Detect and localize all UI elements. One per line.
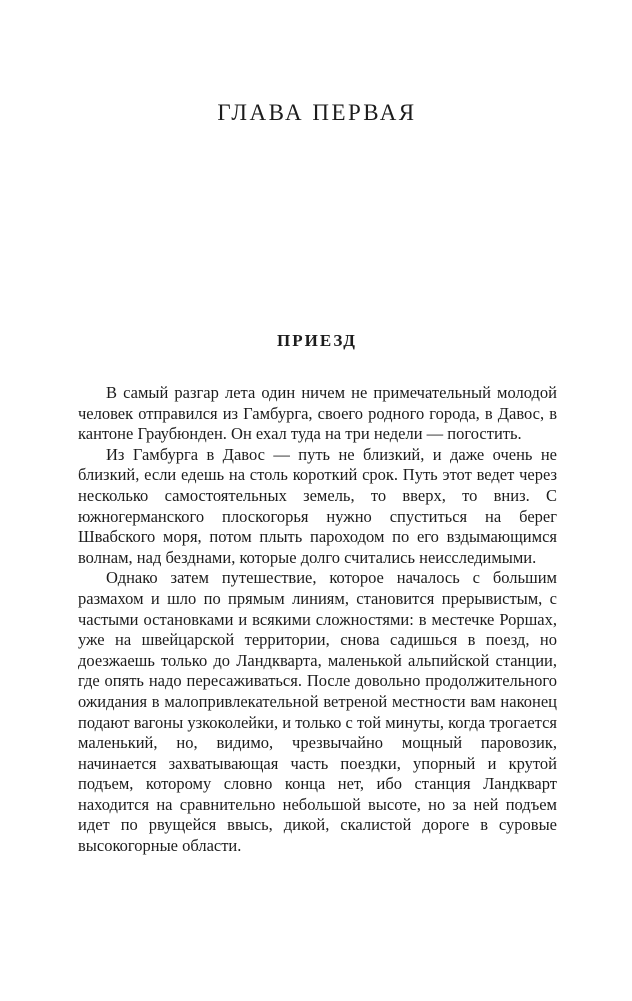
- paragraph: Из Гамбурга в Давос — путь не близкий, и даже очень не близкий, если едешь на столь короткий срок. Путь этот ведет через несколько самостоятельных земель, то вверх, то вниз. С южногерманского плоскогорья нужно спуститься на берег Швабского моря, потом плыть пароходом по его вздымающимся волнам, над безднами, которые долго считались неисследимыми.: [78, 444, 557, 567]
- paragraph: В самый разгар лета один ничем не примечательный молодой человек отправился из Гамбурга, своего родного города, в Давос, в кантоне Граубюнден. Он ехал туда на три недели — погостить.: [78, 383, 557, 444]
- paragraph: Однако затем путешествие, которое началось с большим размахом и шло по прямым линиям, становится прерывистым, с частыми остановками и всякими сложностями: в местечке Роршах, уже на швейцарской территории, снова садишься в поезд, но доезжаешь только до Ландкварта, маленькой альпийской станции, где опять надо пересаживаться. После довольно продолжительного ожидания в малопривлекательной ветреной местности вам наконец подают вагоны узкоколейки, и только с той минуты, когда трогается маленький, но, видимо, чрезвычайно мощный паровозик, начинается захватывающая часть поездки, упорный и крутой подъем, которому словно конца нет, ибо станция Ландкварт находится на сравнительно небольшой высоте, но за ней подъем идет по рвущейся ввысь, дикой, скалистой дороге в суровые высокогорные области.: [78, 568, 557, 856]
- chapter-title: ГЛАВА ПЕРВАЯ: [217, 100, 417, 125]
- section-title: ПРИЕЗД: [276, 331, 357, 350]
- body-text: [78, 383, 557, 857]
